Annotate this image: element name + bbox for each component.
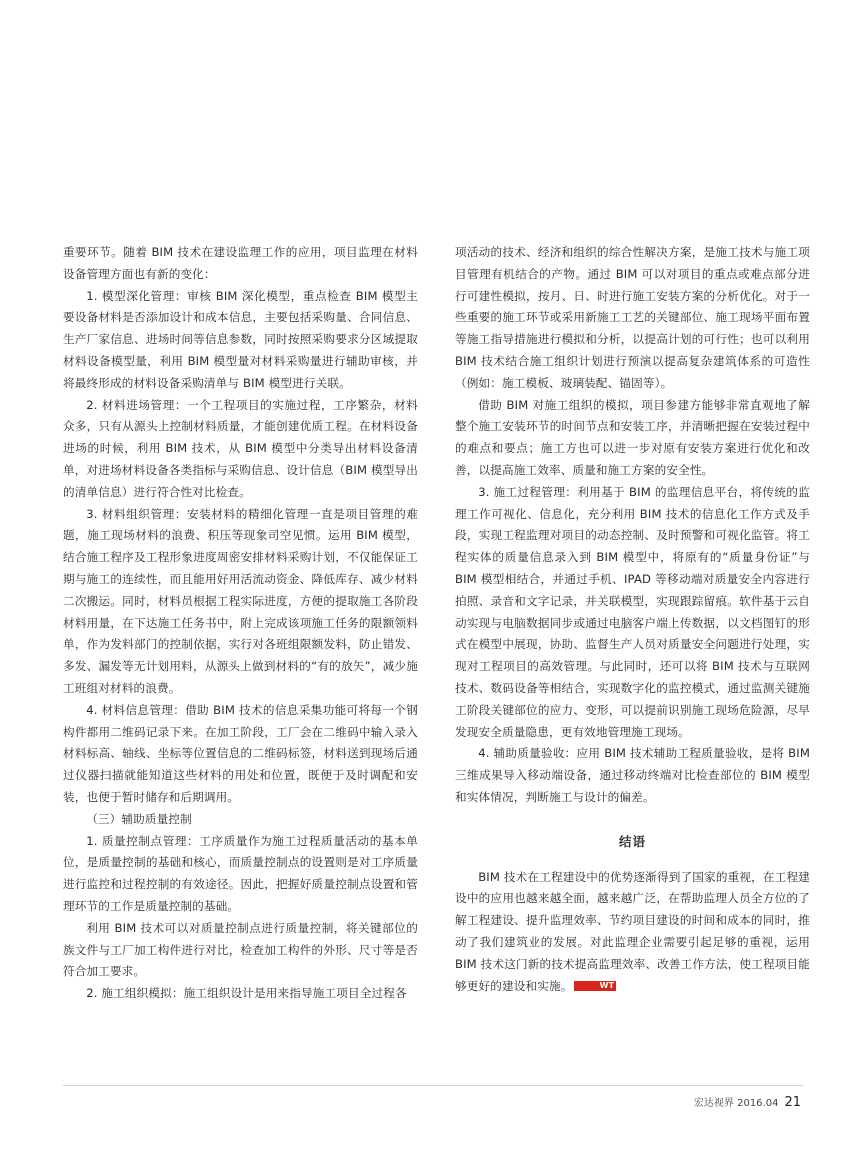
paragraph: 3. 材料组织管理：安装材料的精细化管理一直是项目管理的难题，施工现场材料的浪费、积压等现象司空见惯。运用 BIM 模型，结合施工程序及工程形象进度周密安排材料采购计划，不仅能保证工期与施工的连续性，而且能用好用活流动资金、降低库存、减少材料二次搬运。同时，材料员根据工程实际进度，方便的提取施工各阶段材料用量，在下达施工任务书中，附上完成该项施工任务的限额领料单，作为发料部门的控制依据，实行对各班组限额发料，防止错发、多发、漏发等无计划用料，从源头上做到材料的“有的放矢”，减少施工班组对材料的浪费。: [63, 506, 418, 695]
paragraph: 4. 辅助质量验收：应用 BIM 技术辅助工程质量验收，是将 BIM 三维成果导入移动端设备，通过移动终端对比检查部位的 BIM 模型和实体情况，判断施工与设计的偏差。: [455, 746, 810, 804]
paragraph: 重要环节。随着 BIM 技术在建设监理工作的应用，项目监理在材料设备管理方面也有新的变化：: [63, 245, 418, 281]
conclusion-text: BIM 技术在工程建设中的优势逐渐得到了国家的重视，在工程建设中的应用也越来越全面，越来越广泛，在帮助监理人员全方位的了解工程建设、提升监理效率、节约项目建设的时间和成本的同时，推动了我们建筑业的发展。对此监理企业需要引起足够的重视，运用 BIM 技术这门新的技术提高监理效率、改善工作方法，使工程项目能够更好的建设和实施。: [455, 869, 810, 993]
paragraph: 2. 施工组织模拟：施工组织设计是用来指导施工项目全过程各: [86, 986, 407, 1001]
footer-divider: [63, 1085, 803, 1086]
conclusion-paragraph: [455, 867, 810, 998]
paragraph: 3. 施工过程管理：利用基于 BIM 的监理信息平台，将传统的监理工作可视化、信息化，充分利用 BIM 技术的信息化工作方式及手段，实现工程监理对项目的动态控制、及时预警和可视化监管。将工程实体的质量信息录入到 BIM 模型中，将原有的“质量身份证”与 BIM 模型相结合，并通过手机、IPAD 等移动端对质量安全内容进行拍照、录音和文字记录，并关联模型，实现跟踪留痕。软件基于云自动实现与电脑数据同步或通过电脑客户端上传数据，以文档图钉的形式在模型中展现，协助、监督生产人员对质量安全问题进行处理，实现对工程项目的高效管理。与此同时，还可以将 BIM 技术与互联网技术、数码设备等相结合，实现数字化的监控模式，通过监测关键施工阶段关键部位的应力、变形，可以提前识别施工现场危险源，尽早发现安全质量隐患，更有效地管理施工现场。: [455, 484, 810, 739]
paragraph: 1. 质量控制点管理：工序质量作为施工过程质量活动的基本单位，是质量控制的基础和核心，而质量控制点的设置则是对工序质量进行监控和过程控制的有效途径。因此，把握好质量控制点设置和管理环节的工作是质量控制的基础。: [63, 833, 418, 913]
paragraph: 利用 BIM 技术可以对质量控制点进行质量控制，将关键部位的族文件与工厂加工构件进行对比，检查加工构件的外形、尺寸等是否符合加工要求。: [63, 920, 418, 979]
conclusion-heading: 结语: [618, 833, 646, 849]
right-column: [455, 242, 810, 997]
journal-name: 宏达视界 2016.04: [693, 1098, 779, 1109]
paragraph: 2. 材料进场管理：一个工程项目的实施过程，工序繁杂，材料众多，只有从源头上控制材料质量，才能创建优质工程。在材料设备进场的时候，利用 BIM 技术，从 BIM 模型中分类导出材料设备清单，对进场材料设备各类指标与采购信息、设计信息（BIM 模型导出的清单信息）进行符合性对比检查。: [63, 397, 418, 499]
page-footer: [694, 1094, 801, 1110]
paragraph: 项活动的技术、经济和组织的综合性解决方案，是施工技术与施工项目管理有机结合的产物。通过 BIM 可以对项目的重点或难点部分进行可建性模拟，按月、日、时进行施工安装方案的分析优化。对于一些重要的施工环节或采用新施工工艺的关键部位、施工现场平面布置等施工指导措施进行模拟和分析，以提高计划的可行性；也可以利用 BIM 技术结合施工组织计划进行预演以提高复杂建筑体系的可造性（例如：施工模板、玻璃装配、锚固等）。: [455, 245, 810, 390]
paragraph: 1. 模型深化管理：审核 BIM 深化模型，重点检查 BIM 模型主要设备材料是否添加设计和成本信息，主要包括采购量、合同信息、生产厂家信息、进场时间等信息参数，同时按照采购要求分区域提取材料设备模型量，利用 BIM 模型量对材料采购量进行辅助审核，并将最终形成的材料设备采购清单与 BIM 模型进行关联。: [63, 288, 418, 390]
page-number: 21: [784, 1095, 801, 1110]
paragraph: 借助 BIM 对施工组织的模拟，项目参建方能够非常直观地了解整个施工安装环节的时间节点和安装工序，并清晰把握在安装过程中的难点和要点；施工方也可以进一步对原有安装方案进行优化和改善，以提高施工效率、质量和施工方案的安全性。: [455, 397, 810, 477]
end-mark-badge: WT: [574, 981, 616, 991]
paragraph: 4. 材料信息管理：借助 BIM 技术的信息采集功能可将每一个钢构件都用二维码记录下来。在加工阶段，工厂会在二维码中输入录入材料标高、轴线、坐标等位置信息的二维码标签，材料送到现场后通过仪器扫描就能知道这些材料的用处和位置，既便于及时调配和安装，也便于暂时储存和后期调用。: [63, 702, 418, 804]
section-subheading: （三）辅助质量控制: [86, 811, 192, 826]
left-column: [63, 242, 418, 1005]
